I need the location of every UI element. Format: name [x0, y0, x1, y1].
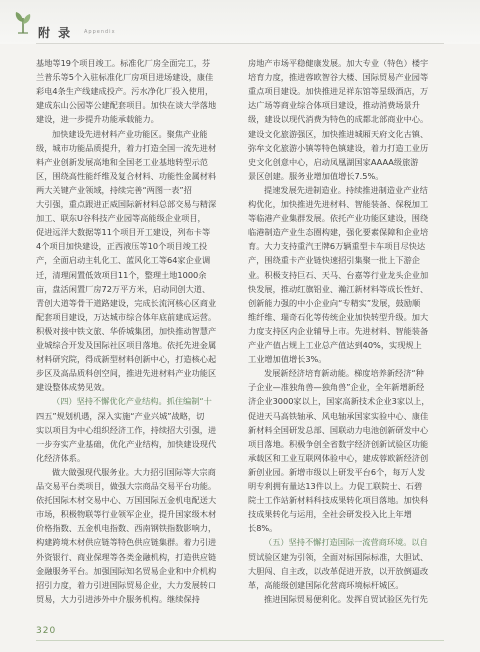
body-text-line: 积极对接中铁文旅、华侨城集团，加快推动智慧产 — [36, 325, 217, 336]
section-title: 附 录 — [38, 26, 73, 40]
body-text-line: 化经济体系。 — [36, 452, 86, 463]
body-text-line: 提速发展先进制造业。持续推进制造业产业结 — [264, 184, 428, 195]
body-text-line: 大引强，重点跟进正威国际新材料总部交易与精深 — [36, 199, 217, 209]
footer-divider — [36, 640, 444, 641]
body-text-line: 步区及高品质科创空间，推进先进材料产业功能区 — [36, 368, 217, 379]
body-text-line: 项目落地。积极争创全省数字经济创新试验区功能 — [248, 438, 429, 449]
body-text-line: 贸易，大力引进涉外中介服务机构。继续保持 — [36, 593, 200, 604]
page-number: 320 — [36, 626, 57, 636]
body-text-line: 级，建设以现代消费为特色的成都北部商业中心。 — [248, 114, 429, 125]
body-text-line: 建设文化旅游强区，加快推进城厢天府文化古镇、 — [248, 128, 429, 139]
body-text-line: 技成果转化与运用，全社会研发投入比上年增 — [248, 509, 412, 520]
body-text-line: 迁，清理闲置低效项目11个，整理土地1000余 — [36, 269, 207, 280]
body-text-line: 促进天马高铁轴承、风电轴承国家实验中心、康佳 — [248, 410, 429, 421]
body-text-line: 房地产市场平稳健康发展。加大专业（特色）楼宇 — [248, 58, 429, 68]
body-text-line: 新创业园。新增市级以上研发平台6个，每万人发 — [248, 466, 426, 477]
body-text-line: 工业增加值增长3%。 — [248, 354, 327, 365]
body-text-line: 临港制造产业生态圈构建，强化要素保障和企业培 — [248, 227, 429, 238]
body-text-line: 济企业3000家以上，国家高新技术企业3家以上， — [248, 396, 430, 407]
body-text-line: 外资银行、商业保理等各类金融机构，打造供应链 — [36, 551, 217, 562]
body-text-line: 加工、联东U谷科技产业园等高能级企业项目， — [36, 213, 206, 224]
body-text-line: 等临港产业集群发展。依托产业功能区建设，围绕 — [248, 213, 429, 224]
body-text-line: 招引力度，着力引进国际贸易企业，大力发展转口 — [36, 579, 217, 590]
body-text-line: 弥牟文化旅游小镇等特色镇建设，着力打造工业历 — [248, 142, 429, 153]
body-text-line: 院士工作站新材料科技成果转化项目落地。加快科 — [248, 495, 429, 506]
body-text-line: 亩，盘活闲置厂房72万平方米，启动同创大道、 — [36, 283, 211, 294]
body-text-line: 建设，进一步提升功能承载能力。 — [36, 114, 159, 125]
body-text-line: （四）坚持不懈优化产业结构。抓住编制“十 — [52, 396, 212, 407]
body-text-line: （五）坚持不懈打造国际一流营商环境。以自 — [264, 537, 428, 548]
body-text-line: 快发展，推动红旗铝业、瀚江新材料等成长性好、 — [248, 283, 429, 294]
body-text-line: 培育力度，推进蓉欧智谷大楼、国际贸易产业园等 — [248, 72, 429, 83]
body-text-line: 育。大力支持重汽王牌6万辆重型卡车项目尽快达 — [248, 241, 426, 252]
body-text-line: 一步夯实产业基础，优化产业结构，加快建设现代 — [36, 438, 217, 449]
body-text-line: 依托国际木材交易中心、万国国际五金机电配送大 — [36, 495, 217, 506]
body-text-line: 构优化，加快推进先进材料、智能装备、保税加工 — [248, 199, 429, 209]
body-text-line: 产，全面启动主轧化工、蓝风化工等64家企业调 — [36, 255, 211, 266]
body-text-line: 金融服务平台。加强国际知名贸易企业和中介机构 — [36, 565, 217, 576]
body-text-line: 实以项目为中心组织经济工作，持续招大引强，进 — [36, 424, 217, 435]
body-text-line: 达广场等商业综合体项目建设，推动消费场景升 — [248, 100, 420, 111]
body-text-line: 新材料全国研发总部、国联动力电池创新研发中心 — [248, 424, 429, 435]
body-text-line: 促进远洋大数据等11个项目开工建设，列布卡等 — [36, 227, 211, 238]
section-subtitle: Appendix — [84, 29, 116, 35]
body-text-line: 青创大道等骨干道路建设，完成长流河核心区商业 — [36, 297, 217, 308]
body-text-line: 维纤维、瑞奇石化等传统企业加快转型升级。加大 — [248, 311, 429, 322]
body-text-line: 四五”规划机遇，深入实施“产业兴城”战略，切 — [36, 410, 205, 421]
body-text-line: 料产业创新发展高地和全国老工业基地转型示范 — [36, 156, 208, 167]
body-text-line: 两大关键产业领域，持续完善“两图一表”招 — [36, 184, 192, 195]
body-text-line: 彩电4条生产线建成投产。污水净化厂投入使用， — [36, 86, 214, 97]
body-text-line: 区，围绕高性能纤维及复合材料、功能性金属材料 — [36, 170, 217, 181]
body-text-line: 子企业—准独角兽—独角兽”企业，全年新增新经 — [248, 382, 425, 393]
body-text-line: 配套项目建设，万达城市综合体年底前建成运营。 — [36, 311, 217, 322]
body-text-line: 业城综合开发及国际社区项目落地。依托先进金属 — [36, 340, 217, 350]
body-text-line: 材料研究院，得成新型材料创新中心，打造核心起 — [36, 354, 217, 365]
body-text-line: 建成东山公园等公建配套项目。加快在谈大学落地 — [36, 100, 217, 111]
body-text-line: 做大做强现代服务业。大力招引国际等大宗商 — [52, 466, 216, 477]
body-text-line: 推进国际贸易便利化。发挥自贸试验区先行先 — [264, 593, 428, 604]
body-text-line: 价格指数、五金机电指数、西南钢铁指数影响力， — [36, 523, 217, 534]
body-text-line: 产业产值占规上工业总产值达到40%，实现规上 — [248, 340, 422, 350]
header-divider — [36, 43, 444, 44]
body-text-line: 兰普乐等5个入驻标准化厂房项目进场建设，康佳 — [36, 72, 214, 83]
body-text-line: 创新能力强的中小企业向“专精实”发展，鼓励顺 — [248, 297, 421, 308]
body-text-line: 力度支持区内企业辅导上市。先进材料、智能装备 — [248, 325, 429, 336]
body-text-line: 景区创建。服务业增加值增长7.5%。 — [248, 170, 384, 181]
body-text-line: 品交易平台类项目，做强大宗商品交易平台功能。 — [36, 481, 217, 491]
body-text-line: 市场，积极物联等行业领军企业，提升国家级木材 — [36, 509, 217, 520]
body-text-line: 业。积极支持巨石、天马、台嘉等行业龙头企业加 — [248, 269, 429, 280]
body-text-line: 长8%。 — [248, 523, 278, 534]
body-text-line: 革，高能级创建国际化营商环境标杆城区。 — [248, 579, 404, 590]
body-text-line: 基地等19个项目竣工。标准化厂房全面完工，芬 — [36, 58, 211, 68]
body-text-line: 4个项目加快建设，正西液压等10个项目竣工投 — [36, 241, 208, 252]
body-text-line: 产，围绕重卡产业链快速招引集聚一批上下游企 — [248, 255, 420, 266]
body-text-line: 明专利拥有量达13件以上。力促工联院士、石碧 — [248, 481, 423, 491]
body-text-line: 大胆闯、自主改，以改革促进开放，以开放倒逼改 — [248, 565, 429, 576]
body-text-line: 重点项目建设。加快推进足祥东馆等星级酒店，万 — [248, 86, 429, 97]
body-text-line: 贸试验区建为引领，全面对标国际标准，大胆试、 — [248, 551, 429, 562]
body-text-line: 史文化创意中心，启动凤凰湖国家AAAA级旅游 — [248, 156, 419, 167]
plant-logo-icon — [12, 9, 34, 35]
body-text-line: 级，城市功能品质提升，着力打造全国一流先进材 — [36, 142, 217, 153]
body-text-line: 发展新经济培育新动能。梯度培养新经济“种 — [264, 368, 424, 379]
body-text-line: 建设整体成势见效。 — [36, 382, 110, 393]
page-header — [0, 0, 480, 44]
body-text-line: 承载区和工业互联网体验中心，建成蓉欧新经济创 — [248, 452, 429, 463]
body-text-line: 构建跨境木材供应链等特色供应链集群。着力引进 — [36, 537, 217, 548]
body-text-line: 加快建设先进材料产业功能区。聚焦产业能 — [52, 128, 208, 139]
